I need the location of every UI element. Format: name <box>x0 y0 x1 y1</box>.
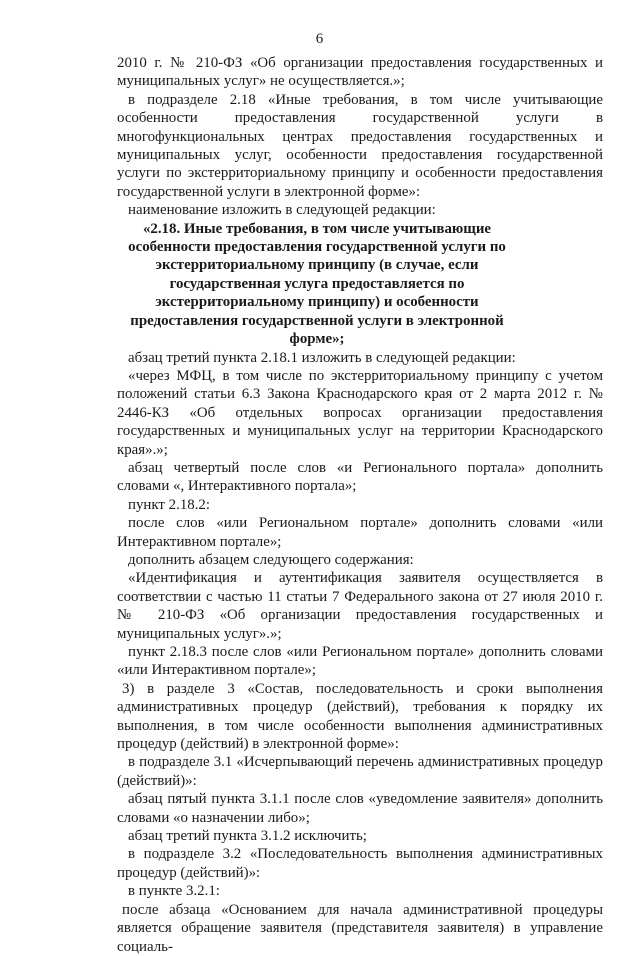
document-body <box>117 54 603 956</box>
paragraph: после слов «или Региональном портале» дополнить словами «или Интерактивном портале»; <box>117 515 603 550</box>
paragraph: «Идентификация и аутентификация заявителя осуществляется в соответствии с частью 11 статьи 7 Федерального закона от 27 июля 2010 г. № 210-ФЗ «Об организации предоставления государственных и муниципальных услуг».»; <box>117 570 603 642</box>
paragraph: абзац четвертый после слов «и Регионального портала» дополнить словами «, Интерактивного портала»; <box>117 459 603 495</box>
paragraph: в подразделе 2.18 «Иные требования, в том числе учитывающие особенности предоставления государственной услуги в многофункциональных центрах предоставления государственных и муниципальных услуг, особенности предоставления государственной услуги по экстерриториальному принципу и особенности предоставления государственной услуги в электронной форме»: <box>117 91 603 200</box>
section-heading: «2.18. Иные требования, в том числе учитывающие особенности предоставления государственной услуги по экстерриториальному принципу (в случае, если государственная услуга предоставляется по экстерриториальному принципу) и особенности предоставления государственной услуги в электронной форме»; <box>128 220 506 348</box>
paragraph: наименование изложить в следующей редакции: <box>128 202 436 219</box>
paragraph: абзац пятый пункта 3.1.1 после слов «уведомление заявителя» дополнить словами «о назначении либо»; <box>117 791 603 826</box>
paragraph: «через МФЦ, в том числе по экстерриториальному принципу с учетом положений статьи 6.3 Закона Краснодарского края от 2 марта 2012 г. № 2446-КЗ «Об отдельных вопросах организации предоставления государственных и муниципальных услуг на территории Краснодарского края».»; <box>117 367 603 458</box>
page-number: 6 <box>315 31 324 47</box>
paragraph: в подразделе 3.1 «Исчерпывающий перечень административных процедур (действий)»: <box>117 754 603 789</box>
paragraph: в пункте 3.2.1: <box>128 883 220 900</box>
paragraph: в подразделе 3.2 «Последовательность выполнения административных процедур (действий)»: <box>117 846 603 881</box>
paragraph: абзац третий пункта 3.1.2 исключить; <box>128 828 367 845</box>
paragraph: абзац третий пункта 2.18.1 изложить в следующей редакции: <box>128 349 516 366</box>
paragraph: пункт 2.18.2: <box>128 496 211 513</box>
paragraph-continuation: 2010 г. № 210-ФЗ «Об организации предоставления государственных и муниципальных услуг» не осуществляется.»; <box>117 55 603 90</box>
paragraph: 3) в разделе 3 «Состав, последовательность и сроки выполнения административных процедур (действий), требования к порядку их выполнения, в том числе особенности выполнения административных процедур (действий) в электронной форме»: <box>117 680 603 753</box>
paragraph: дополнить абзацем следующего содержания: <box>128 551 414 568</box>
paragraph: пункт 2.18.3 после слов «или Региональном портале» дополнить словами «или Интерактивном портале»; <box>117 644 603 679</box>
paragraph: после абзаца «Основанием для начала административной процедуры является обращение заявителя (представителя заявителя) в управление социаль- <box>117 901 603 955</box>
